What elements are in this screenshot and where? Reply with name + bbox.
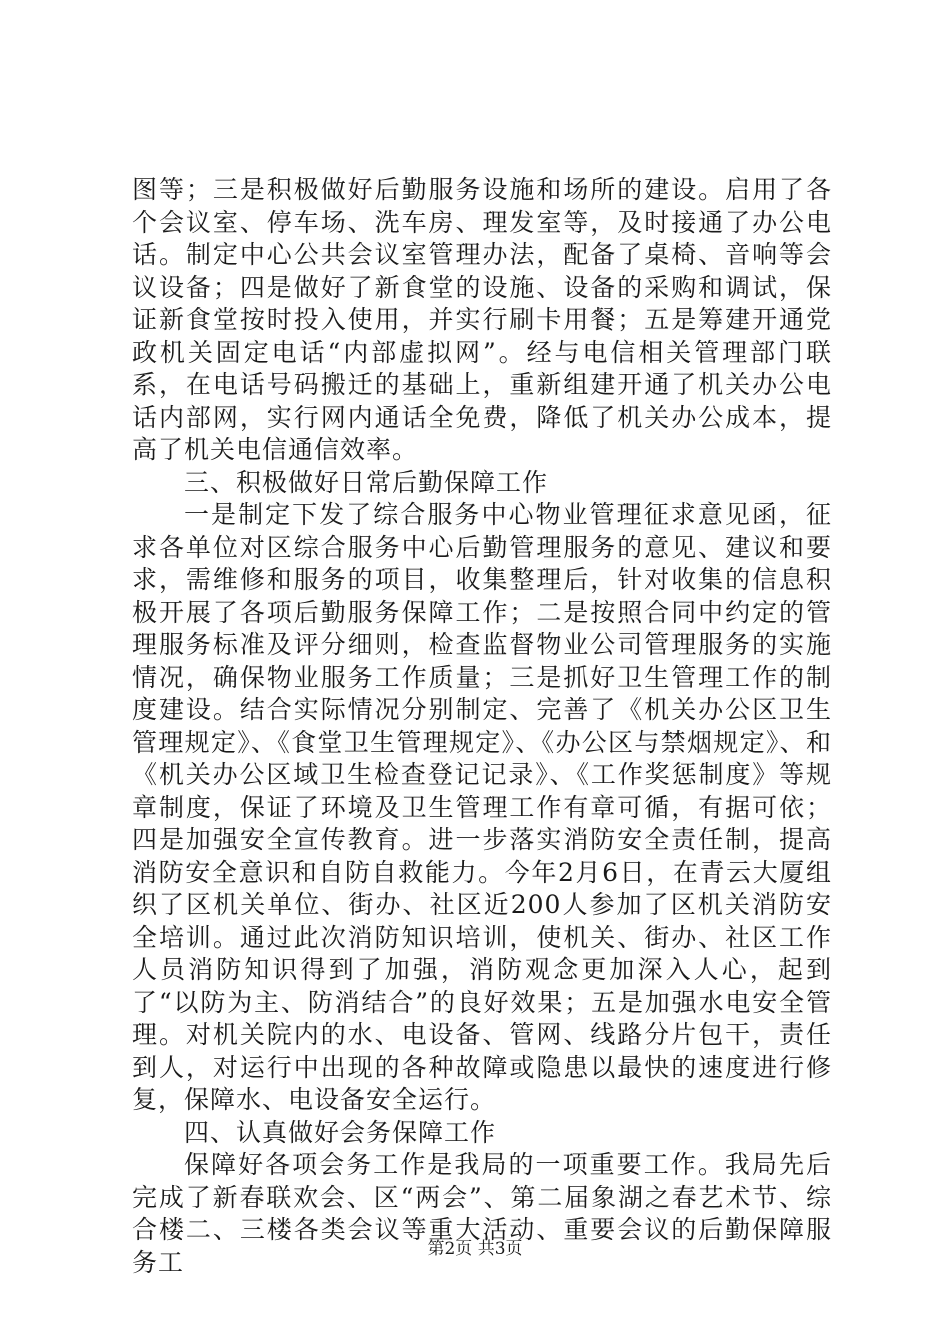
paragraph-section-3: 一是制定下发了综合服务中心物业管理征求意见函，征求各单位对区综合服务中心后勤管理服务的意见、建议和要求，需维修和服务的项目，收集整理后，针对收集的信息积极开展了各项后勤服务保障工作；二是按照合同中约定的管理服务标准及评分细则，检查监督物业公司管理服务的实施情况，确保物业服务工作质量；三是抓好卫生管理工作的制度建设。结合实际情况分别制定、完善了《机关办公区卫生管理规定》、《食堂卫生管理规定》、《办公区与禁烟规定》、和《机关办公区域卫生检查登记记录》、《工作奖惩制度》等规章制度，保证了环境及卫生管理工作有章可循，有据可依；四是加强安全宣传教育。进一步落实消防安全责任制，提高消防安全意识和自防自救能力。今年2月6日，在青云大厦组织了区机关单位、街办、社区近200人参加了区机关消防安全培训。通过此次消防知识培训，使机关、街办、社区工作人员消防知识得到了加强，消防观念更加深入人心，起到了“以防为主、防消结合”的良好效果；五是加强水电安全管理。对机关院内的水、电设备、管网、线路分片包干，责任到人，对运行中出现的各种故障或隐患以最快的速度进行修复，保障水、电设备安全运行。 — [132, 500, 832, 1114]
paragraph-section-4: 保障好各项会务工作是我局的一项重要工作。我局先后完成了新春联欢会、区“两会”、第二届象湖之春艺术节、综合楼二、三楼各类会议等重大活动、重要会议的后勤保障服务工 — [132, 1150, 832, 1277]
paragraph-continuation: 图等；三是积极做好后勤服务设施和场所的建设。启用了各个会议室、停车场、洗车房、理发室等，及时接通了办公电话。制定中心公共会议室管理办法，配备了桌椅、音响等会议设备；四是做好了新食堂的设施、设备的采购和调试，保证新食堂按时投入使用，并实行刷卡用餐；五是筹建开通党政机关固定电话“内部虚拟网”。经与电信相关管理部门联系，在电话号码搬迁的基础上，重新组建开通了机关办公电话内部网，实行网内通话全免费，降低了机关办公成本，提高了机关电信通信效率。 — [132, 175, 832, 464]
document-body — [132, 174, 832, 1279]
page-footer: 第2页 共3页 — [427, 1239, 523, 1259]
section-heading-3: 三、积极做好日常后勤保障工作 — [184, 467, 549, 497]
section-heading-4: 四、认真做好会务保障工作 — [184, 1117, 497, 1147]
